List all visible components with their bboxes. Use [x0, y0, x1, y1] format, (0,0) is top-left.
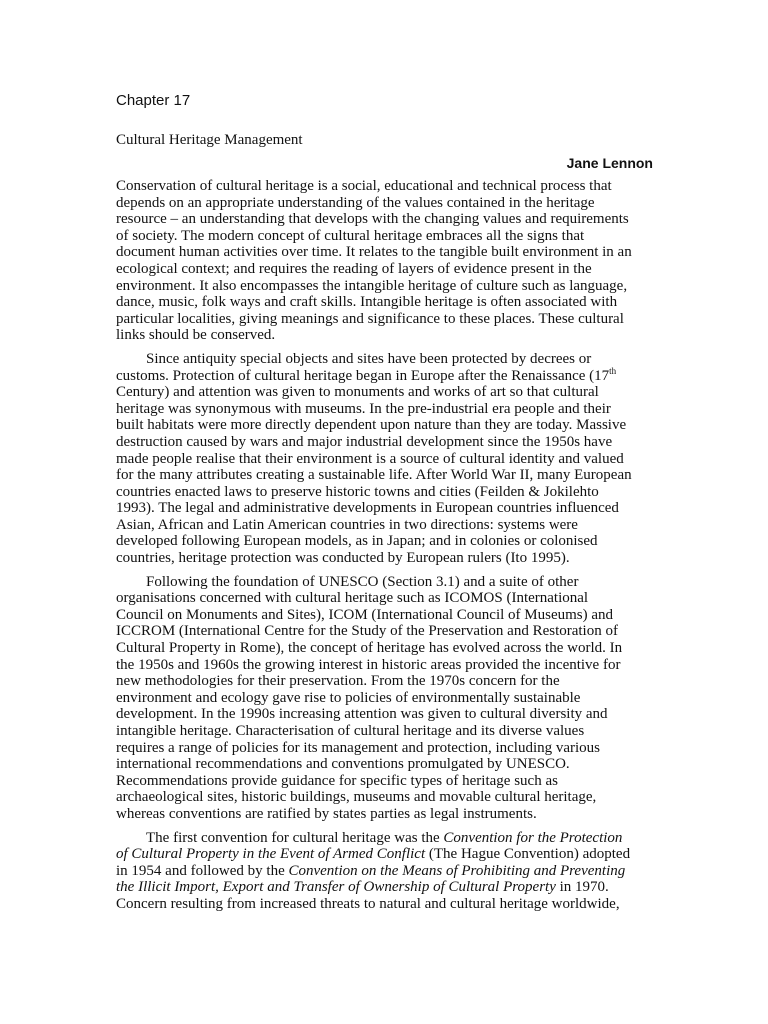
text-line: depends on an appropriate understanding of the values contained in the heritage: [116, 194, 595, 211]
text-line: heritage was synonymous with museums. In the pre-industrial era people and their: [116, 400, 611, 417]
chapter-title: Cultural Heritage Management: [116, 132, 303, 148]
text-line: for the many attributes creating a sustainable life. After World War II, many European: [116, 467, 632, 484]
text-line: organisations concerned with cultural heritage such as ICOMOS (International: [116, 590, 589, 607]
text-line: dance, music, folk ways and craft skills. Intangible heritage is often associated with: [116, 294, 618, 311]
text-line: particular localities, giving meanings and significance to these places. These cultural: [116, 310, 624, 327]
text-line: Asian, African and Latin American countries in two directions: systems were: [116, 516, 578, 533]
text-line: resource – an understanding that develops with the changing values and requirements: [116, 211, 629, 228]
text-line: ecological context; and requires the reading of layers of evidence present in the: [116, 260, 592, 277]
text-line: countries enacted laws to preserve historic towns and cities (Feilden & Jokilehto: [116, 483, 599, 500]
text-line: of society. The modern concept of cultural heritage embraces all the signs that: [116, 227, 585, 244]
text-line: developed following European models, as in Japan; and in colonies or colonised: [116, 533, 598, 550]
text-line: Cultural Property in Rome), the concept of heritage has evolved across the world. In: [116, 640, 623, 657]
text-line: ICCROM (International Centre for the Study of the Preservation and Restoration of: [116, 623, 618, 640]
text-line: Recommendations provide guidance for specific types of heritage such as: [116, 772, 558, 789]
text-line: [116, 846, 655, 863]
text-line: built habitats were more directly dependent upon nature than they are today. Massive: [116, 417, 627, 434]
text-line: countries, heritage protection was conducted by European rulers (Ito 1995).: [116, 550, 570, 567]
text-line: whereas conventions are ratified by states parties as legal instruments.: [116, 805, 537, 822]
text-line: international recommendations and conventions promulgated by UNESCO.: [116, 756, 570, 773]
text-line: [116, 830, 655, 847]
paragraph-4: [116, 830, 655, 913]
text-line: the 1950s and 1960s the growing interest in historic areas provided the incentive for: [116, 656, 621, 673]
text-line: [116, 879, 655, 896]
text-line: destruction caused by wars and major industrial development since the 1950s have: [116, 433, 613, 450]
italic-title: Convention on the Means of Prohibiting and Preventing: [288, 862, 626, 879]
italic-title: of Cultural Property in the Event of Armed Conflict: [116, 846, 426, 863]
superscript: th: [609, 365, 617, 376]
text-span: in 1970.: [555, 879, 609, 896]
paragraph-3: [116, 574, 655, 823]
chapter-label: Chapter 17: [116, 92, 191, 109]
text-line: Concern resulting from increased threats to natural and cultural heritage worldwide,: [116, 895, 620, 912]
text-line: Century) and attention was given to monuments and works of art so that cultural: [116, 384, 599, 401]
paragraph-1: [116, 178, 655, 344]
text-line: archaeological sites, historic buildings, museums and movable cultural heritage,: [116, 789, 597, 806]
text-line: [116, 863, 655, 880]
text-line: intangible heritage. Characterisation of cultural heritage and its diverse values: [116, 723, 585, 739]
text-line: requires a range of policies for its management and protection, including various: [116, 739, 601, 756]
paragraph-2: [116, 351, 655, 567]
text-line: document human activities over time. It relates to the tangible built environment in an: [116, 244, 632, 261]
text-line: Conservation of cultural heritage is a social, educational and technical process that: [116, 178, 612, 194]
text-span: customs. Protection of cultural heritage began in Europe after the Renaissance (17: [116, 367, 610, 384]
text-line: new methodologies for their preservation. From the 1970s concern for the: [116, 673, 560, 690]
text-line: Following the foundation of UNESCO (Section 3.1) and a suite of other: [146, 573, 579, 590]
italic-title: the Illicit Import, Export and Transfer of Ownership of Cultural Property: [116, 879, 556, 896]
text-line: Since antiquity special objects and sites have been protected by decrees or: [146, 350, 592, 367]
text-span: (The Hague Convention) adopted: [425, 846, 631, 863]
text-line: environment. It also encompasses the intangible heritage of culture such as language,: [116, 277, 628, 294]
text-span: The first convention for cultural heritage was the: [146, 829, 444, 846]
body-text: [116, 178, 655, 913]
text-line: 1993). The legal and administrative developments in European countries influenced: [116, 500, 619, 517]
author-name: Jane Lennon: [566, 155, 653, 171]
text-line: development. In the 1990s increasing attention was given to cultural diversity and: [116, 706, 608, 723]
text-line: environment and ecology gave rise to policies of environmentally sustainable: [116, 689, 581, 706]
text-line: made people realise that their environment is a source of cultural identity and valued: [116, 450, 624, 467]
text-line: links should be conserved.: [116, 327, 276, 344]
text-span: in 1954 and followed by the: [116, 862, 289, 879]
italic-title: Convention for the Protection: [443, 829, 623, 846]
text-line: [116, 365, 655, 385]
text-line: Council on Monuments and Sites), ICOM (International Council of Museums) and: [116, 606, 614, 623]
